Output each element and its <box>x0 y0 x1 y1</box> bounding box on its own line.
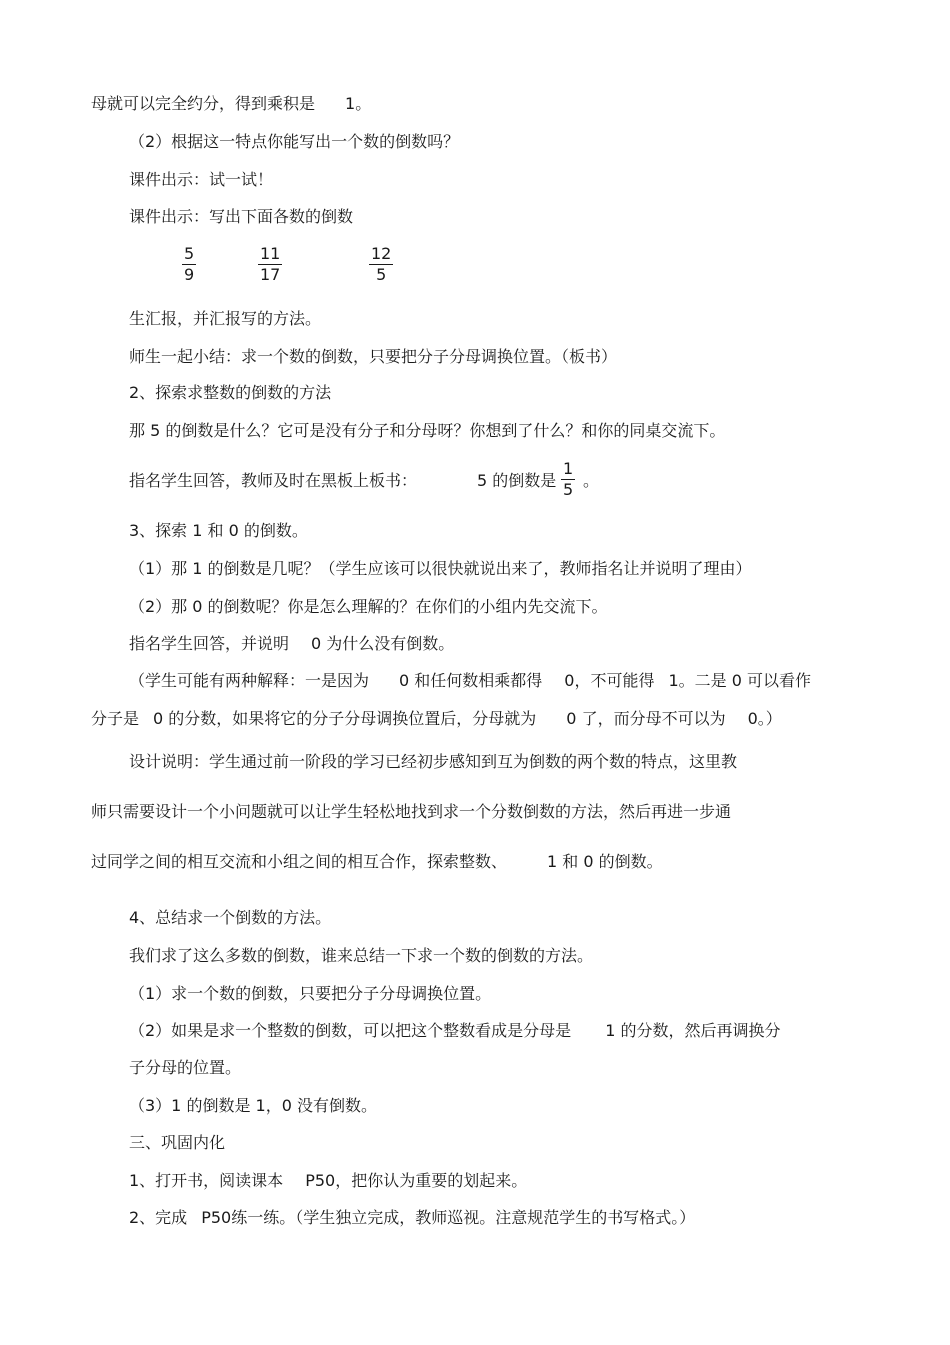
text-span: 分子是 <box>91 709 140 728</box>
text-span: 过同学之间的相互交流和小组之间的相互合作，探索整数、 <box>91 852 508 871</box>
text-line <box>129 1171 527 1191</box>
text-line <box>129 1208 695 1228</box>
text-line: （1）那 1 的倒数是几呢？（学生应该可以很快就说出来了，教师指名让并说明了理由） <box>129 559 752 578</box>
text-span: （学生可能有两种解释：一是因为 <box>129 671 370 690</box>
text-line: 师只需要设计一个小问题就可以让学生轻松地找到求一个分数倒数的方法，然后再进一步通 <box>91 802 732 821</box>
text-span: 0，不可能得 <box>564 671 655 690</box>
text-span: 母就可以完全约分，得到乘积是 <box>91 94 316 113</box>
text-line: 生汇报，并汇报写的方法。 <box>129 309 322 328</box>
numerator: 5 <box>184 244 195 263</box>
denominator: 9 <box>184 265 195 284</box>
text-span: 0 为什么没有倒数。 <box>311 634 455 653</box>
text-span: 0 的分数，如果将它的分子分母调换位置后，分母就为 <box>153 709 537 728</box>
text-line <box>91 94 371 114</box>
text-span: （2）如果是求一个整数的倒数，可以把这个整数看成是分母是 <box>129 1021 572 1040</box>
text-span: P50，把你认为重要的划起来。 <box>305 1171 528 1190</box>
section-heading: 三、巩固内化 <box>129 1133 226 1152</box>
text-line: （2）那 0 的倒数呢？你是怎么理解的？在你们的小组内先交流下。 <box>129 597 608 616</box>
fraction-5-9 <box>182 245 196 284</box>
denominator: 17 <box>260 265 281 284</box>
text-span: 2、完成 <box>129 1208 188 1227</box>
numerator: 11 <box>260 244 281 263</box>
text-span: 0 了，而分母不可以为 <box>566 709 726 728</box>
text-span: P50练一练。（学生独立完成，教师巡视。注意规范学生的书写格式。） <box>201 1208 696 1227</box>
text-line: 设计说明：学生通过前一阶段的学习已经初步感知到互为倒数的两个数的特点，这里教 <box>129 752 738 771</box>
text-span: 0 和任何数相乘都得 <box>399 671 543 690</box>
text-span: 0。） <box>747 709 782 728</box>
text-span: 1 的分数，然后再调换分 <box>605 1021 781 1040</box>
text-line: 课件出示：试一试！ <box>129 170 274 189</box>
text-span: 1、打开书，阅读课本 <box>129 1171 284 1190</box>
text-span: 1 和 0 的倒数。 <box>547 852 663 871</box>
text-line <box>129 671 811 691</box>
section-heading: 4、总结求一个倒数的方法。 <box>129 908 332 927</box>
text-line <box>91 709 782 729</box>
fraction-11-17 <box>258 245 282 284</box>
numerator: 1 <box>563 459 574 478</box>
denominator: 5 <box>563 480 574 499</box>
numerator: 12 <box>371 244 392 263</box>
text-line <box>129 634 454 654</box>
fraction-12-5 <box>369 245 393 284</box>
text-span: 5 的倒数是 <box>477 471 557 490</box>
text-span: 指名学生回答，教师及时在黑板上板书： <box>129 471 418 490</box>
text-line <box>129 1021 780 1041</box>
denominator: 5 <box>376 265 387 284</box>
section-heading: 2、探索求整数的倒数的方法 <box>129 383 332 402</box>
text-line: 子分母的位置。 <box>129 1058 242 1077</box>
section-heading: 3、探索 1 和 0 的倒数。 <box>129 521 308 540</box>
text-line: （3）1 的倒数是 1，0 没有倒数。 <box>129 1096 377 1115</box>
text-line: 我们求了这么多数的倒数，谁来总结一下求一个数的倒数的方法。 <box>129 946 594 965</box>
text-line: 师生一起小结：求一个数的倒数，只要把分子分母调换位置。（板书） <box>129 347 618 366</box>
text-line <box>91 852 663 872</box>
text-line: 课件出示：写出下面各数的倒数 <box>129 207 354 226</box>
text-line <box>129 471 556 491</box>
fraction-1-5 <box>561 460 575 499</box>
text-span: 。 <box>583 471 600 490</box>
text-line: （2）根据这一特点你能写出一个数的倒数吗？ <box>129 132 460 151</box>
text-line: 那 5 的倒数是什么？它可是没有分子和分母呀？你想到了什么？和你的同桌交流下。 <box>129 421 726 440</box>
text-span: 1。 <box>345 94 372 113</box>
text-span: 指名学生回答，并说明 <box>129 634 290 653</box>
text-span: 1。二是 0 可以看作 <box>668 671 812 690</box>
text-line: （1）求一个数的倒数，只要把分子分母调换位置。 <box>129 984 492 1003</box>
